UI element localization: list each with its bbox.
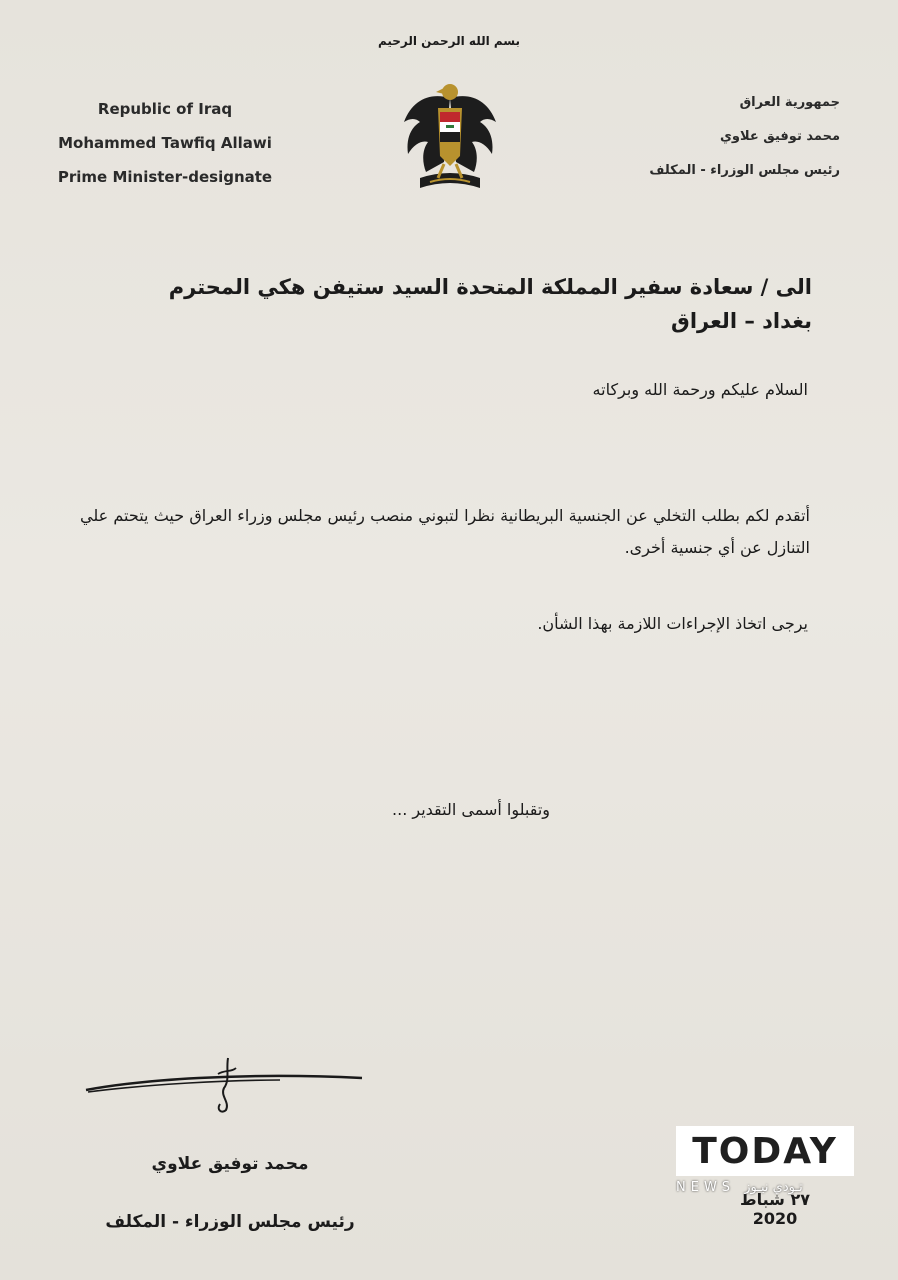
watermark-subtitle: NEWS تـودي نيـوز (676, 1180, 803, 1195)
letterhead-title-ar: رئيس مجلس الوزراء - المكلف (649, 163, 840, 178)
letter-body: أتقدم لكم بطلب التخلي عن الجنسية البريطانية نظرا لتبوني منصب رئيس مجلس وزراء العراق حيث يتحتم علي التنازل عن أي جنسية أخرى. (80, 506, 810, 557)
letter-date: ٢٧ شباط 2020 (740, 1190, 810, 1228)
handwritten-signature (80, 1050, 370, 1120)
letterhead-name: Mohammed Tawfiq Allawi (58, 134, 272, 152)
watermark-brand: TODAY (676, 1126, 854, 1176)
basmala: بسم الله الرحمن الرحيم (377, 34, 521, 48)
signatory-title: رئيس مجلس الوزراء - المكلف (105, 1212, 355, 1232)
arabic-letterhead (600, 86, 840, 188)
addressee-line: الى / سعادة سفير المملكة المتحدة السيد ستيفن هكي المحترم (168, 275, 812, 299)
today-news-watermark (676, 1126, 854, 1195)
letterhead-name-ar: محمد توفيق علاوي (719, 129, 840, 144)
letterhead-country: Republic of Iraq (97, 100, 233, 118)
english-letterhead (40, 92, 290, 194)
addressee-block (112, 270, 812, 338)
signatory-name: محمد توفيق علاوي (151, 1154, 309, 1174)
letterhead-country-ar: جمهورية العراق (739, 95, 840, 110)
addressee-city: بغداد – العراق (671, 309, 812, 333)
eagle-emblem-icon (400, 78, 500, 200)
greeting: السلام عليكم ورحمة الله وبركاته (592, 380, 808, 399)
request-line: يرجى اتخاذ الإجراءات اللازمة بهذا الشأن. (537, 614, 808, 633)
closing-line: وتقبلوا أسمى التقدير ... (392, 800, 550, 819)
letterhead-title: Prime Minister-designate (57, 168, 273, 186)
